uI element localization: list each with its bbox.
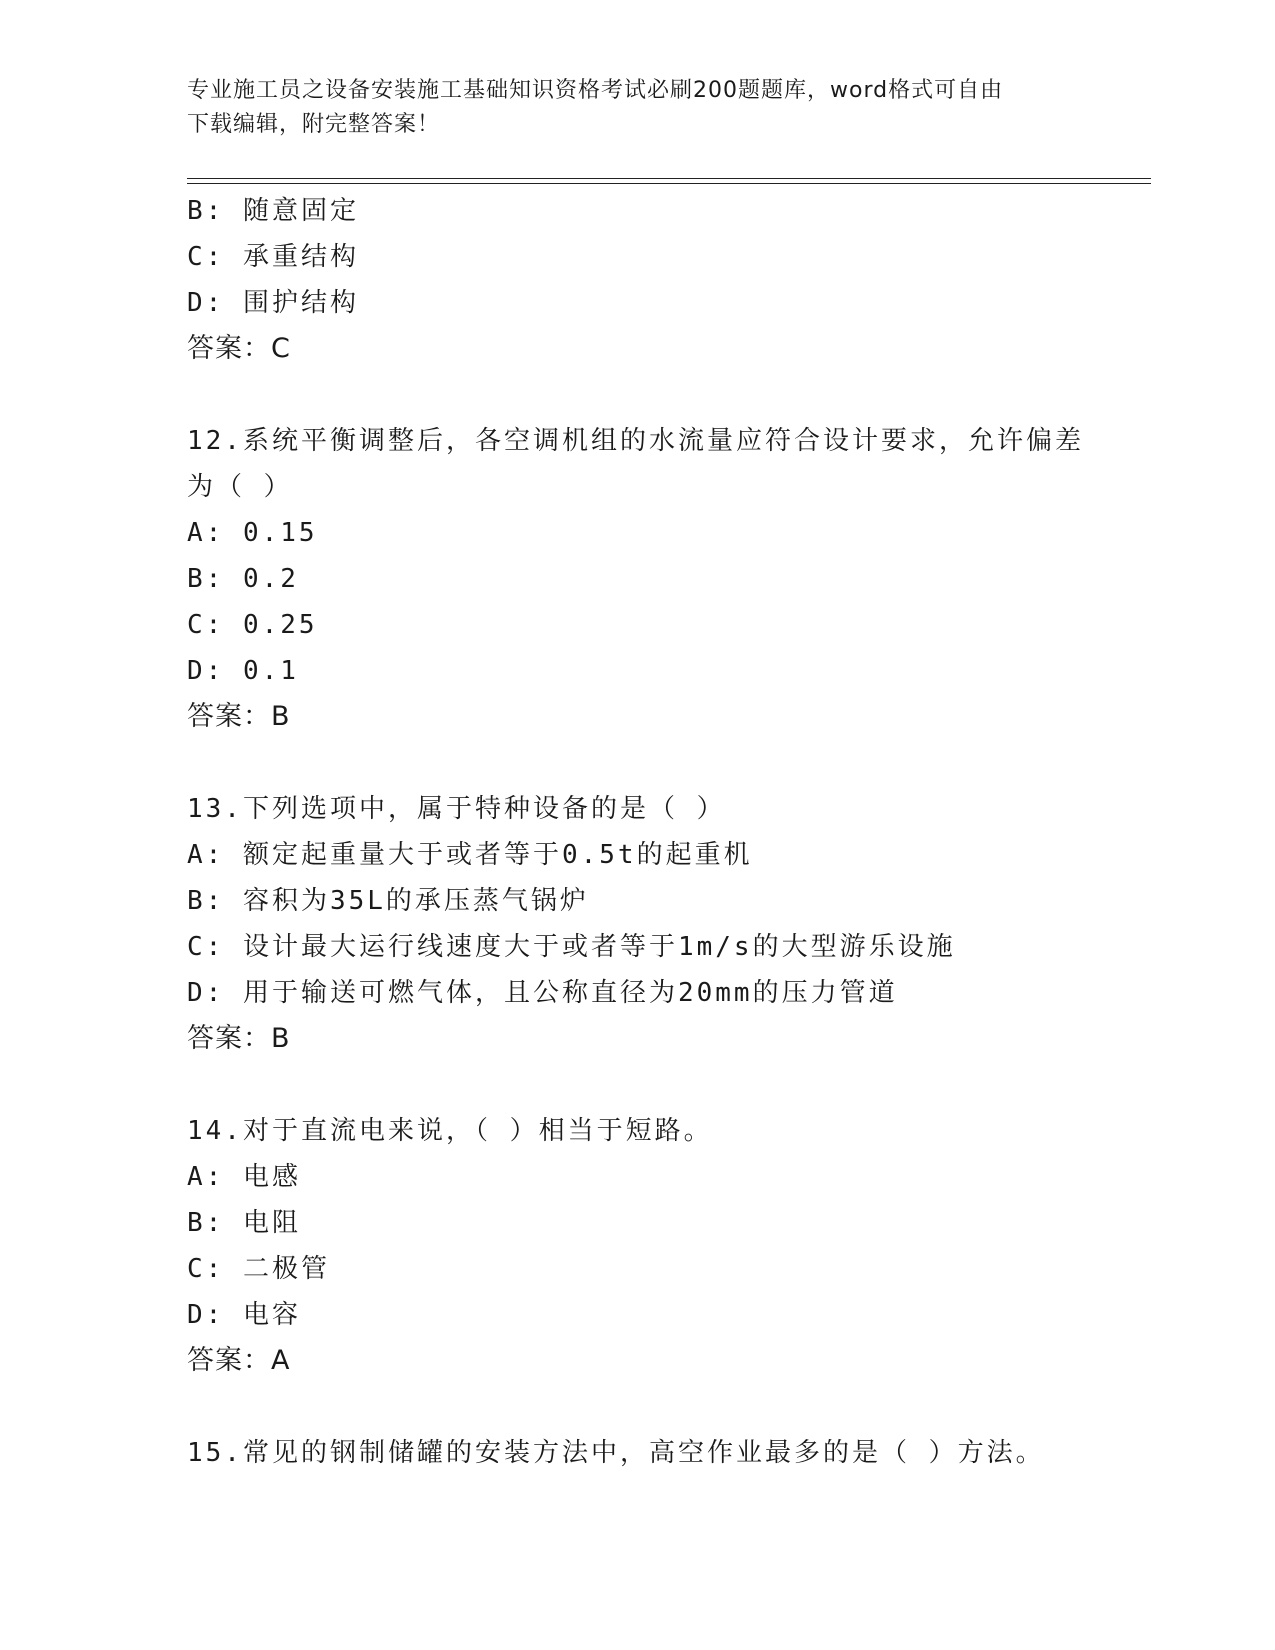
option-c: C: 承重结构 [187, 242, 359, 272]
option-c: C: 0.25 [187, 610, 318, 640]
header-title-line-1: 专业施工员之设备安装施工基础知识资格考试必刷200题题库，word格式可自由 [187, 78, 1004, 103]
option-d: D: 用于输送可燃气体，且公称直径为20mm的压力管道 [187, 978, 898, 1008]
question-15 [187, 1430, 1147, 1476]
spacer [187, 740, 1147, 786]
question-14 [187, 1108, 1147, 1384]
option-d: D: 0.1 [187, 656, 299, 686]
question-stem: 12.系统平衡调整后，各空调机组的水流量应符合设计要求，允许偏差 [187, 426, 1084, 456]
question-12 [187, 418, 1147, 740]
option-b: B: 电阻 [187, 1208, 301, 1238]
question-stem-continued: 为（ ） [187, 472, 293, 502]
spacer [187, 372, 1147, 418]
header-title-line-2: 下载编辑，附完整答案！ [187, 112, 441, 137]
answer: 答案：A [187, 1345, 291, 1376]
option-b: B: 随意固定 [187, 196, 359, 226]
answer: 答案：B [187, 701, 291, 732]
spacer [187, 1062, 1147, 1108]
question-stem: 15.常见的钢制储罐的安装方法中，高空作业最多的是（ ）方法。 [187, 1438, 1045, 1468]
spacer [187, 1384, 1147, 1430]
option-a: A: 0.15 [187, 518, 318, 548]
document-header [187, 74, 1087, 142]
option-a: A: 电感 [187, 1162, 301, 1192]
option-a: A: 额定起重量大于或者等于0.5t的起重机 [187, 840, 753, 870]
question-stem: 13.下列选项中，属于特种设备的是（ ） [187, 794, 726, 824]
option-d: D: 电容 [187, 1300, 301, 1330]
option-c: C: 设计最大运行线速度大于或者等于1m/s的大型游乐设施 [187, 932, 956, 962]
option-b: B: 0.2 [187, 564, 299, 594]
question-stem: 14.对于直流电来说，（ ）相当于短路。 [187, 1116, 713, 1146]
option-b: B: 容积为35L的承压蒸气锅炉 [187, 886, 589, 916]
previous-question-tail [187, 188, 1147, 372]
answer: 答案：B [187, 1023, 291, 1054]
document-body [187, 188, 1147, 1476]
header-divider [187, 178, 1151, 184]
question-13 [187, 786, 1147, 1062]
option-d: D: 围护结构 [187, 288, 359, 318]
answer: 答案：C [187, 333, 291, 364]
option-c: C: 二极管 [187, 1254, 330, 1284]
